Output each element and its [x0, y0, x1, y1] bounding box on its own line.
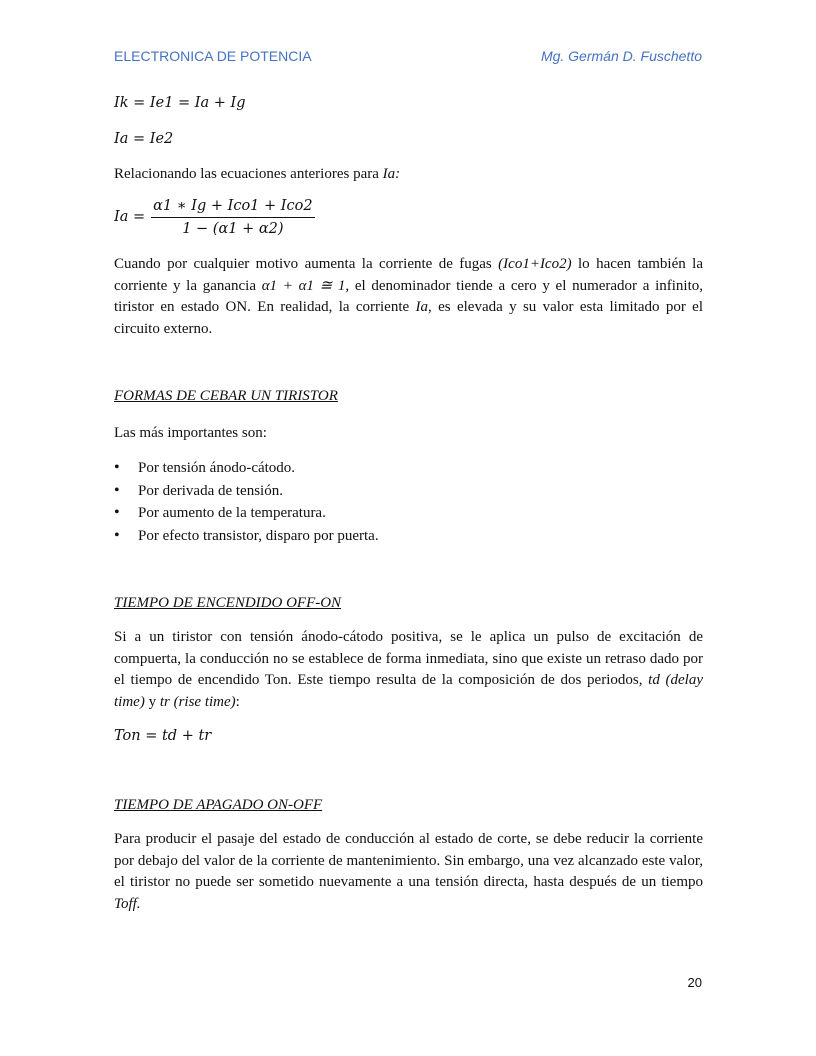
paragraph-corriente-fugas	[114, 254, 703, 340]
section2-text-2: y	[144, 693, 160, 710]
paragraph-encendido	[114, 627, 703, 713]
list-item: • Por efecto transistor, disparo por puerta.	[114, 525, 703, 548]
relacionando-var: Ia:	[382, 166, 401, 182]
section2-text-1: Si a un tiristor con tensión ánodo-cátodo positiva, se le aplica un pulso de excitación de compuerta, la conducción no se establece de forma inmediata, sino que existe un retraso dado por el tiempo de encendido Ton. Este tiempo resulta de la composición de dos periodos	[114, 629, 703, 688]
bullet-list	[114, 457, 703, 547]
list-item: • Por tensión ánodo-cátodo.	[114, 457, 703, 480]
para1-text-4: , es elevada y su valor esta limitado por el circuito externo.	[114, 299, 704, 337]
section1-intro: Las más importantes son:	[114, 425, 267, 441]
header-author: Mg. Germán D. Fuschetto	[540, 48, 702, 64]
relacionando-label: Relacionando las ecuaciones anteriores para	[114, 166, 383, 182]
equation-ia: Ia = Ie2	[114, 131, 174, 147]
section3-text-1: Para producir el pasaje del estado de conducción al estado de corte, se debe reducir la corriente por debajo del valor de la corriente de mantenimiento. Sin embargo, una vez alcanzado este valor, el tiristor no puede ser sometido nuevamente a una tensión directa, hasta después de un tiempo	[114, 831, 703, 890]
fraction-lhs: Ia =	[114, 208, 146, 225]
fraction-denominator: 1 − (α1 + α2)	[182, 221, 284, 237]
fraction-numerator: α1 ∗ Ig + Ico1 + Ico2	[151, 197, 314, 218]
section-title-tiempo-encendido: TIEMPO DE ENCENDIDO OFF-ON	[114, 595, 342, 611]
equation-ik: Ik = Ie1 = Ia + Ig	[114, 95, 246, 111]
section2-italic-2: tr (rise time)	[159, 693, 236, 710]
para1-italic-1: (Ico1+Ico2)	[498, 256, 572, 272]
section-title-tiempo-apagado: TIEMPO DE APAGADO ON-OFF	[114, 797, 323, 813]
equation-fraction	[114, 197, 703, 238]
list-item: • Por derivada de tensión.	[114, 480, 703, 503]
header-title: ELECTRONICA DE POTENCIA	[114, 48, 312, 64]
page-number: 20	[687, 975, 702, 990]
para1-italic-3: Ia	[415, 299, 429, 315]
section3-italic-1: Toff.	[114, 895, 141, 912]
para1-text-2: lo hacen también la corriente y la ganancia	[114, 256, 703, 294]
fraction	[151, 197, 314, 238]
para1-text-3: el denominador tiende a cero y el numerador a infinito, tiristor en estado ON. En realidad, la corriente	[114, 277, 704, 315]
relacionando-text	[114, 164, 703, 186]
section-title-formas-cebar: FORMAS DE CEBAR UN TIRISTOR	[114, 388, 338, 404]
para1-italic-2: α1 + α1 ≅ 1,	[261, 277, 350, 294]
list-item: • Por aumento de la temperatura.	[114, 502, 703, 525]
para1-text-1: Cuando por cualquier motivo aumenta la corriente de fugas	[114, 256, 499, 272]
equation-ton: Ton = td + tr	[114, 728, 212, 744]
paragraph-apagado	[114, 829, 703, 915]
section2-italic-1: , td (delay time)	[114, 672, 703, 710]
section2-text-3: :	[235, 693, 240, 710]
